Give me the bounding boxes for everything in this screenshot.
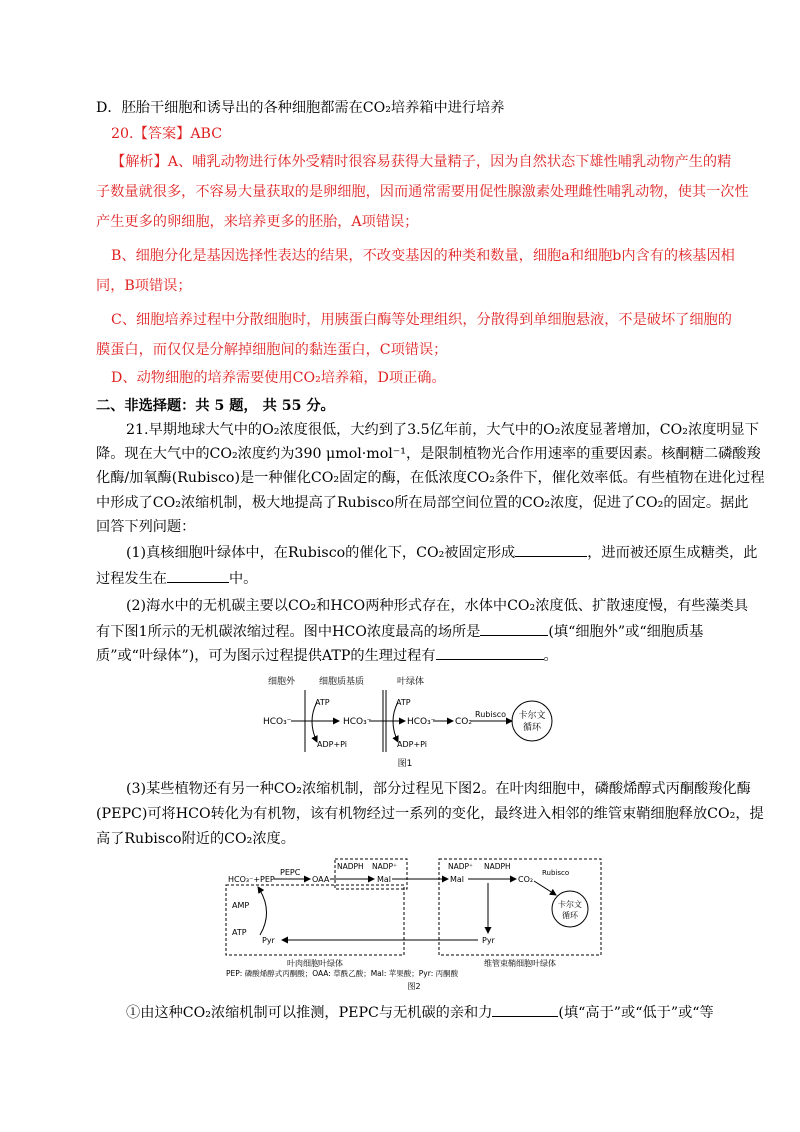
analysis-line: B、细胞分化是基因选择性表达的结果，不改变基因的种类和数量，细胞a和细胞b内含有的核基因相	[111, 248, 735, 264]
adp-label: ADP+Pi	[317, 740, 348, 749]
text: ①由这种CO₂浓缩机制可以推测，PEPC与无机碳的亲和力	[126, 1005, 493, 1021]
figure-caption: 图2	[407, 982, 421, 991]
label-chloroplast: 叶绿体	[397, 677, 425, 687]
calvin-cycle-label: 卡尔文	[558, 900, 582, 909]
calvin-cycle-circle	[552, 891, 588, 927]
nadph-right: NADPH	[484, 862, 511, 871]
pyr-left: Pyr	[262, 936, 275, 945]
text: 质”或“叶绿体”)，可为图示过程提供ATP的生理过程有	[96, 648, 436, 664]
q21-line: 降。现在大气中的CO₂浓度约为390 μmol·mol⁻¹，是限制植物光合作用速率的重要因素。核酮糖二磷酸羧	[96, 446, 761, 462]
rubisco-label: Rubisco	[542, 869, 570, 877]
figure-caption: 图1	[397, 759, 413, 769]
q21-sub2-cont	[96, 645, 558, 666]
text: 。	[543, 648, 558, 664]
q21-sub3-cont: 高了Rubisco附近的CO₂浓度。	[96, 831, 295, 847]
calvin-cycle-label: 卡尔文	[518, 711, 546, 721]
analysis-line: 同，B项错误；	[96, 278, 192, 294]
nadph-left: NADPH	[337, 862, 364, 871]
rubisco-label: Rubisco	[475, 710, 507, 719]
mesophyll-box	[226, 885, 404, 955]
text: (填“细胞外”或“细胞质基	[548, 624, 704, 640]
analysis-line: C、细胞培养过程中分散细胞时，用胰蛋白酶等处理组织，分散得到单细胞悬液，不是破坏了细胞的	[111, 312, 732, 328]
answer-label: 20.【答案】ABC	[111, 126, 223, 142]
analysis-line: 产生更多的卵细胞，来培养更多的胚胎，A项错误；	[96, 214, 419, 230]
calvin-cycle-label: 循环	[562, 911, 578, 920]
q21-sub3-question	[126, 1002, 714, 1023]
calvin-cycle-label: 循环	[522, 723, 542, 733]
calvin-cycle-circle	[512, 701, 552, 741]
co2-label: CO₂	[518, 875, 534, 884]
q21-line: 化酶/加氧酶(Rubisco)是一种催化CO₂固定的酶，在低浓度CO₂条件下，催化效率低。有些植物在进化过程	[96, 470, 765, 486]
nadp-left: NADP⁺	[372, 862, 397, 871]
mesophyll-label: 叶肉细胞叶绿体	[287, 959, 343, 968]
q21-sub2: (2)海水中的无机碳主要以CO₂和HCO两种形式存在，水体中CO₂浓度低、扩散速度慢，有些藻类具	[126, 598, 749, 614]
analysis-line: 【解析】A、哺乳动物进行体外受精时很容易获得大量精子，因为自然状态下雄性哺乳动物产生的精	[111, 154, 732, 170]
text: ，进而被还原生成糖类，此	[587, 545, 758, 561]
section-heading: 二、非选择题：共 5 题， 共 55 分。	[96, 398, 335, 414]
mal-right: Mal	[450, 875, 465, 884]
hco3-cytoplasm: HCO₃⁻	[343, 717, 372, 727]
q21-line: 21.早期地球大气中的O₂浓度很低，大约到了3.5亿年前，大气中的O₂浓度显著增加，CO₂浓度明显下	[126, 422, 759, 438]
text: (填“高于”或“低于”或“等	[558, 1005, 714, 1021]
answer-blank[interactable]	[436, 645, 544, 660]
option-d: D．胚胎干细胞和诱导出的各种细胞都需在CO₂培养箱中进行培养	[96, 100, 505, 116]
answer-blank[interactable]	[480, 621, 548, 636]
answer-blank[interactable]	[515, 542, 587, 557]
nadp-right: NADP⁺	[448, 862, 473, 871]
q21-line: 中形成了CO₂浓缩机制，极大地提高了Rubisco所在局部空间位置的CO₂浓度，促进了CO₂的固定。据此	[96, 495, 749, 511]
answer-blank[interactable]	[492, 1002, 558, 1017]
pepc-label: PEPC	[280, 868, 301, 877]
q21-sub1	[126, 542, 758, 563]
abbreviation-legend: PEP: 磷酸烯醇式丙酮酸；OAA: 草酰乙酸；Mal: 苹果酸；Pyr: 丙酮酸	[226, 969, 459, 978]
text: 有下图1所示的无机碳浓缩过程。图中HCO浓度最高的场所是	[96, 624, 481, 640]
q21-line: 回答下列问题：	[96, 519, 196, 535]
figure-2-diagram	[222, 855, 607, 995]
q21-sub3: (3)某些植物还有另一种CO₂浓缩机制，部分过程见下图2。在叶肉细胞中，磷酸烯醇式丙酮酸羧化酶	[126, 781, 751, 797]
oaa-label: OAA	[312, 875, 330, 884]
amp-label: AMP	[232, 901, 250, 910]
pyr-to-pep-arc	[258, 887, 267, 935]
text: 过程发生在	[96, 571, 167, 587]
hco3-pep: HCO₃⁻+PEP	[228, 875, 275, 884]
figure-1-diagram	[255, 672, 555, 772]
hco3-outside: HCO₃⁻	[263, 717, 292, 727]
atp-label: ATP	[232, 928, 247, 937]
mal-left: Mal	[377, 875, 392, 884]
atp-arc	[312, 702, 317, 742]
hco3-chloroplast: HCO₃⁻	[407, 717, 436, 727]
text: 中。	[228, 571, 258, 587]
arrow	[534, 881, 556, 895]
atp-arc	[393, 702, 398, 742]
adp-label: ADP+Pi	[397, 740, 428, 749]
label-outside: 细胞外	[268, 677, 296, 687]
label-cytoplasm: 细胞质基质	[319, 677, 365, 687]
answer-blank[interactable]	[167, 568, 229, 583]
analysis-line: D、动物细胞的培养需要使用CO₂培养箱，D项正确。	[111, 370, 446, 386]
co2-label: CO₂	[455, 717, 472, 727]
pyr-right: Pyr	[482, 936, 495, 945]
q21-sub2-cont	[96, 621, 703, 642]
text: (1)真核细胞叶绿体中，在Rubisco的催化下，CO₂被固定形成	[126, 545, 516, 561]
atp-label: ATP	[396, 698, 411, 707]
q21-sub1-cont	[96, 568, 257, 589]
analysis-line: 子数量就很多，不容易大量获取的是卵细胞，因而通常需要用促性腺激素处理雌性哺乳动物，使其一次性	[96, 184, 749, 200]
atp-label: ATP	[315, 698, 330, 707]
bundle-sheath-label: 维管束鞘细胞叶绿体	[484, 959, 556, 968]
q21-sub3-cont: (PEPC)可将HCO转化为有机物，该有机物经过一系列的变化，最终进入相邻的维管束鞘细胞释放CO₂，提	[96, 806, 764, 822]
analysis-line: 膜蛋白，而仅仅是分解掉细胞间的黏连蛋白，C项错误；	[96, 342, 448, 358]
